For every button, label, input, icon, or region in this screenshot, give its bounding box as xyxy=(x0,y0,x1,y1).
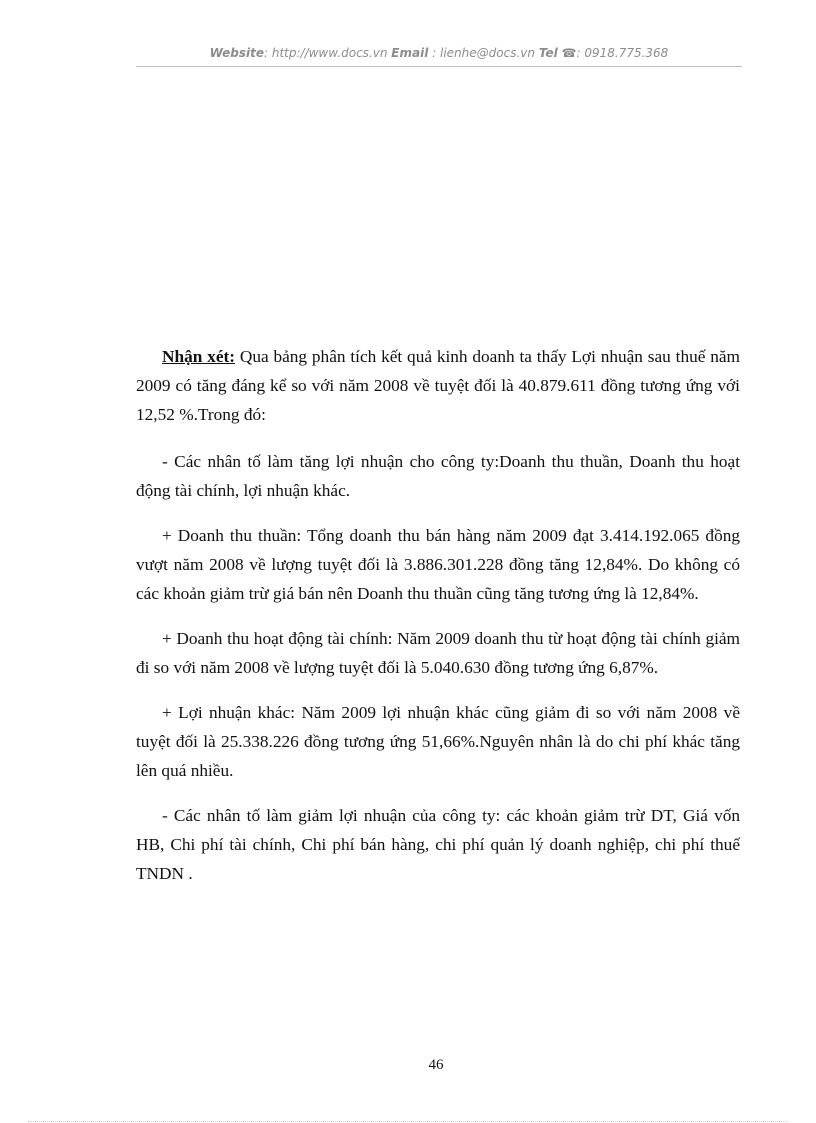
website-value[interactable]: : http://www.docs.vn xyxy=(264,46,388,60)
header-divider xyxy=(136,66,742,67)
phone-icon: ☎ xyxy=(561,46,577,60)
summary-text: Qua bảng phân tích kết quả kinh doanh ta thấy Lợi nhuận sau thuế năm 2009 có tăng đáng kể so với năm 2008 về tuyệt đối là 40.879.611 đồng tương ứng với 12,52 %.Trong đó: xyxy=(136,347,741,424)
summary-heading: Nhận xét: xyxy=(162,347,236,366)
tel-value: : 0918.775.368 xyxy=(576,46,669,60)
document-body xyxy=(136,342,740,904)
email-value[interactable]: : lienhe@docs.vn xyxy=(432,46,535,60)
paragraph-other-profit: + Lợi nhuận khác: Năm 2009 lợi nhuận khác cũng giảm đi so với năm 2008 về tuyệt đối là 25.338.226 đồng tương ứng 51,66%.Nguyên nhân là do chi phí khác tăng lên quá nhiều. xyxy=(136,703,740,780)
website-label: Website xyxy=(209,46,264,60)
paragraph-net-revenue: + Doanh thu thuần: Tổng doanh thu bán hàng năm 2009 đạt 3.414.192.065 đồng vượt năm 2008 về lượng tuyệt đối là 3.886.301.228 đồng tăng 12,84%. Do không có các khoản giảm trừ giá bán nên Doanh thu thuần cũng tăng tương ứng là 12,84%. xyxy=(136,526,740,603)
paragraph-decrease-factors: - Các nhân tố làm giảm lợi nhuận của công ty: các khoản giảm trừ DT, Giá vốn HB, Chi phí tài chính, Chi phí bán hàng, chi phí quản lý doanh nghiệp, chi phí thuế TNDN . xyxy=(136,806,740,883)
page-number: 46 xyxy=(428,1057,444,1073)
paragraph-summary xyxy=(136,342,740,429)
page-header xyxy=(136,46,742,60)
paragraph-increase-factors: - Các nhân tố làm tăng lợi nhuận cho công ty:Doanh thu thuần, Doanh thu hoạt động tài chính, lợi nhuận khác. xyxy=(136,452,740,500)
footer-divider xyxy=(28,1121,788,1122)
paragraph-financial-revenue: + Doanh thu hoạt động tài chính: Năm 2009 doanh thu từ hoạt động tài chính giảm đi so với năm 2008 về lượng tuyệt đối là 5.040.630 đồng tương ứng 6,87%. xyxy=(136,629,740,677)
tel-label: Tel xyxy=(538,46,558,60)
email-label: Email xyxy=(391,46,429,60)
